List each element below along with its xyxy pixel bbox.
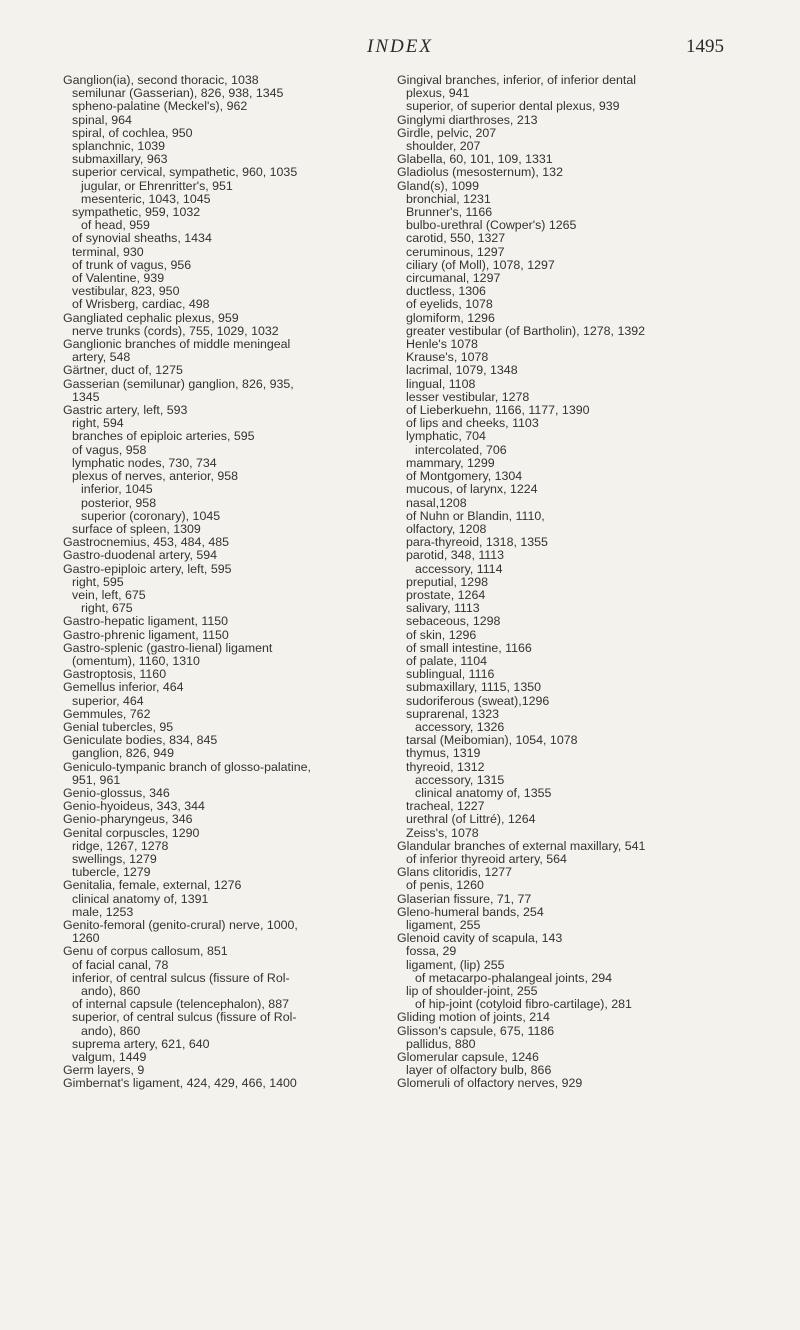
index-entry: Glisson's capsule, 675, 1186 [397, 1023, 555, 1038]
index-entry: superior (coronary), 1045 [81, 508, 221, 523]
index-entry: of skin, 1296 [406, 627, 477, 642]
index-entry: clinical anatomy of, 1355 [415, 785, 552, 800]
index-entry: ganglion, 826, 949 [72, 746, 174, 761]
index-entry: spiral, of cochlea, 950 [72, 125, 193, 140]
index-entry: Genial tubercles, 95 [63, 719, 174, 734]
index-entry: male, 1253 [72, 904, 134, 919]
index-entry: Ginglymi diarthroses, 213 [397, 112, 538, 127]
index-entry: thyreoid, 1312 [406, 759, 485, 774]
index-entry: para-thyreoid, 1318, 1355 [406, 535, 548, 550]
index-entry: Genio-glossus, 346 [63, 785, 170, 800]
index-entry: ceruminous, 1297 [406, 244, 505, 259]
index-entry: of facial canal, 78 [72, 957, 169, 972]
index-entry: of small intestine, 1166 [406, 640, 532, 655]
index-entry: lingual, 1108 [406, 376, 476, 391]
index-entry: Gastro-phrenic ligament, 1150 [63, 627, 229, 642]
index-entry: Gemmules, 762 [63, 706, 151, 721]
index-entry: sympathetic, 959, 1032 [72, 205, 201, 220]
index-entry: 951, 961 [72, 772, 121, 787]
index-entry: plexus of nerves, anterior, 958 [72, 469, 238, 484]
index-entry: salivary, 1113 [406, 601, 480, 616]
index-entry: Gingival branches, inferior, of inferior dental [397, 73, 636, 87]
index-entry: right, 595 [72, 574, 124, 589]
index-entry: pallidus, 880 [406, 1036, 476, 1051]
index-entry: Glomerular capsule, 1246 [397, 1050, 539, 1065]
index-entry: Krause's, 1078 [406, 350, 489, 365]
index-column-right [397, 74, 747, 1091]
index-entry: Ganglion(ia), second thoracic, 1038 [63, 73, 259, 87]
index-entry: layer of olfactory bulb, 866 [406, 1063, 552, 1078]
index-entry: urethral (of Littré), 1264 [406, 812, 536, 827]
index-entry: of eyelids, 1078 [406, 297, 493, 312]
index-entry: intercolated, 706 [415, 442, 507, 457]
index-entry: of Montgomery, 1304 [406, 469, 523, 484]
index-entry: Gland(s), 1099 [397, 178, 479, 193]
index-entry: of Wrisberg, cardiac, 498 [72, 297, 210, 312]
index-entry: Henle's 1078 [406, 337, 478, 352]
index-entry: Gasserian (semilunar) ganglion, 826, 935, [63, 376, 294, 391]
index-entry: Gastrocnemius, 453, 484, 485 [63, 535, 229, 550]
index-entry: mucous, of larynx, 1224 [406, 482, 538, 497]
index-entry: right, 675 [81, 601, 133, 616]
index-entry: swellings, 1279 [72, 851, 157, 866]
index-entry: tubercle, 1279 [72, 865, 151, 880]
index-entry: of Valentine, 939 [72, 271, 165, 286]
index-entry: Gastro-hepatic ligament, 1150 [63, 614, 229, 629]
index-entry: Gastroptosis, 1160 [63, 667, 167, 682]
index-entry: ligament, 255 [406, 918, 481, 932]
index-entry: vein, left, 675 [72, 587, 146, 602]
index-entry: accessory, 1315 [415, 772, 505, 787]
index-entry: mesenteric, 1043, 1045 [81, 191, 211, 206]
index-entry: Geniculate bodies, 834, 845 [63, 733, 218, 748]
index-entry: Glenoid cavity of scapula, 143 [397, 931, 563, 946]
index-entry: of metacarpo-phalangeal joints, 294 [415, 970, 613, 985]
index-entry: Genito-femoral (genito-crural) nerve, 1000, [63, 918, 298, 932]
index-entry: artery, 548 [72, 350, 131, 365]
index-entry: spheno-palatine (Meckel's), 962 [72, 99, 248, 114]
index-entry: submaxillary, 963 [72, 152, 168, 167]
index-entry: ligament, (lip) 255 [406, 957, 505, 972]
index-entry: clinical anatomy of, 1391 [72, 891, 209, 906]
index-entry: of vagus, 958 [72, 442, 147, 457]
index-entry: Geniculo-tympanic branch of glosso-palatine, [63, 759, 311, 774]
index-entry: sebaceous, 1298 [406, 614, 501, 629]
index-entry: Gärtner, duct of, 1275 [63, 363, 183, 378]
index-entry: Gemellus inferior, 464 [63, 680, 184, 695]
index-entry: Glans clitoridis, 1277 [397, 865, 513, 880]
index-entry: Ganglionic branches of middle meningeal [63, 337, 291, 352]
index-entry: right, 594 [72, 416, 124, 431]
index-entry: posterior, 958 [81, 495, 157, 510]
index-entry: Germ layers, 9 [63, 1063, 145, 1078]
index-entry: Zeiss's, 1078 [406, 825, 479, 840]
index-entry: tracheal, 1227 [406, 799, 485, 814]
index-entry: of synovial sheaths, 1434 [72, 231, 212, 246]
index-entry: of penis, 1260 [406, 878, 484, 893]
index-entry: nasal,1208 [406, 495, 467, 510]
index-entry: accessory, 1326 [415, 719, 505, 734]
index-entry: Gliding motion of joints, 214 [397, 1010, 550, 1025]
index-entry: Genio-pharyngeus, 346 [63, 812, 193, 827]
index-entry: Gastric artery, left, 593 [63, 403, 188, 418]
index-entry: ductless, 1306 [406, 284, 486, 299]
index-entry: superior cervical, sympathetic, 960, 1035 [72, 165, 298, 180]
index-entry: ando), 860 [81, 984, 141, 999]
index-entry: lymphatic, 704 [406, 429, 486, 444]
index-entry: lymphatic nodes, 730, 734 [72, 455, 217, 470]
index-entry: terminal, 930 [72, 244, 144, 259]
index-entry: (omentum), 1160, 1310 [72, 653, 200, 668]
index-entry: of hip-joint (cotyloid fibro-cartilage), 281 [415, 997, 632, 1012]
index-entry: Genu of corpus callosum, 851 [63, 944, 228, 959]
index-entry: 1345 [72, 389, 100, 404]
index-entry: of internal capsule (telencephalon), 887 [72, 997, 289, 1012]
index-entry: Genio-hyoideus, 343, 344 [63, 799, 205, 814]
index-entry: parotid, 348, 1113 [406, 548, 505, 563]
running-title: INDEX [367, 36, 433, 57]
index-entry: submaxillary, 1115, 1350 [406, 680, 541, 695]
index-entry: Gangliated cephalic plexus, 959 [63, 310, 239, 325]
index-entry: Gimbernat's ligament, 424, 429, 466, 1400 [63, 1076, 297, 1091]
index-entry: of Nuhn or Blandin, 1110, [406, 508, 545, 523]
index-entry: bronchial, 1231 [406, 191, 491, 206]
index-entry: Genitalia, female, external, 1276 [63, 878, 242, 893]
index-entry: circumanal, 1297 [406, 271, 501, 286]
index-entry: nerve trunks (cords), 755, 1029, 1032 [72, 323, 279, 338]
index-entry: sublingual, 1116 [406, 667, 495, 682]
index-entry: jugular, or Ehrenritter's, 951 [81, 178, 233, 193]
index-entry: Gladiolus (mesosternum), 132 [397, 165, 563, 180]
index-entry: glomiform, 1296 [406, 310, 495, 325]
index-entry: of head, 959 [81, 218, 150, 233]
index-entry: Glabella, 60, 101, 109, 1331 [397, 152, 553, 167]
index-entry: of trunk of vagus, 956 [72, 257, 192, 272]
page-header [0, 30, 800, 60]
index-entry: of palate, 1104 [406, 653, 488, 668]
index-entry: bulbo-urethral (Cowper's) 1265 [406, 218, 577, 233]
index-entry: spinal, 964 [72, 112, 132, 127]
index-entry: 1260 [72, 931, 100, 946]
page-number: 1495 [686, 36, 724, 57]
index-entry: lip of shoulder-joint, 255 [406, 984, 538, 999]
index-entry: accessory, 1114 [415, 561, 503, 576]
index-entry: plexus, 941 [406, 86, 470, 101]
index-entry: of inferior thyreoid artery, 564 [406, 851, 567, 866]
index-entry: surface of spleen, 1309 [72, 521, 201, 536]
index-entry: vestibular, 823, 950 [72, 284, 180, 299]
index-entry: Gastro-splenic (gastro-lienal) ligament [63, 640, 273, 655]
index-entry: of Lieberkuehn, 1166, 1177, 1390 [406, 403, 590, 418]
index-entry: inferior, 1045 [81, 482, 153, 497]
index-entry: branches of epiploic arteries, 595 [72, 429, 255, 444]
index-entry: valgum, 1449 [72, 1050, 147, 1065]
index-entry: ciliary (of Moll), 1078, 1297 [406, 257, 555, 272]
index-entry: Gastro-duodenal artery, 594 [63, 548, 218, 563]
index-entry: superior, 464 [72, 693, 144, 708]
index-entry: Glomeruli of olfactory nerves, 929 [397, 1076, 583, 1091]
index-entry: inferior, of central sulcus (fissure of Rol- [72, 970, 290, 985]
index-entry: tarsal (Meibomian), 1054, 1078 [406, 733, 578, 748]
index-entry: Girdle, pelvic, 207 [397, 125, 497, 140]
index-entry: superior, of superior dental plexus, 939 [406, 99, 620, 114]
index-entry: Gleno-humeral bands, 254 [397, 904, 544, 919]
index-entry: splanchnic, 1039 [72, 139, 165, 154]
index-entry: carotid, 550, 1327 [406, 231, 506, 246]
index-column-left [63, 74, 403, 1091]
index-entry: suprarenal, 1323 [406, 706, 499, 721]
index-entry: Brunner's, 1166 [406, 205, 493, 220]
index-entry: ando), 860 [81, 1023, 141, 1038]
index-entry: superior, of central sulcus (fissure of Rol- [72, 1010, 297, 1025]
index-entry: Glaserian fissure, 71, 77 [397, 891, 532, 906]
index-entry: olfactory, 1208 [406, 521, 487, 536]
index-entry: prostate, 1264 [406, 587, 486, 602]
index-entry: thymus, 1319 [406, 746, 481, 761]
index-entry: Glandular branches of external maxillary, 541 [397, 838, 646, 853]
index-entry: semilunar (Gasserian), 826, 938, 1345 [72, 86, 284, 101]
index-entry: lesser vestibular, 1278 [406, 389, 530, 404]
index-entry: suprema artery, 621, 640 [72, 1036, 210, 1051]
index-entry: shoulder, 207 [406, 139, 481, 154]
index-entry: Genital corpuscles, 1290 [63, 825, 200, 840]
index-entry: lacrimal, 1079, 1348 [406, 363, 518, 378]
index-entry: of lips and cheeks, 1103 [406, 416, 539, 431]
index-entry: greater vestibular (of Bartholin), 1278, 1392 [406, 323, 646, 338]
index-entry: fossa, 29 [406, 944, 457, 959]
index-entry: mammary, 1299 [406, 455, 495, 470]
index-entry: preputial, 1298 [406, 574, 488, 589]
index-entry: sudoriferous (sweat),1296 [406, 693, 550, 708]
index-entry: ridge, 1267, 1278 [72, 838, 169, 853]
index-entry: Gastro-epiploic artery, left, 595 [63, 561, 232, 576]
